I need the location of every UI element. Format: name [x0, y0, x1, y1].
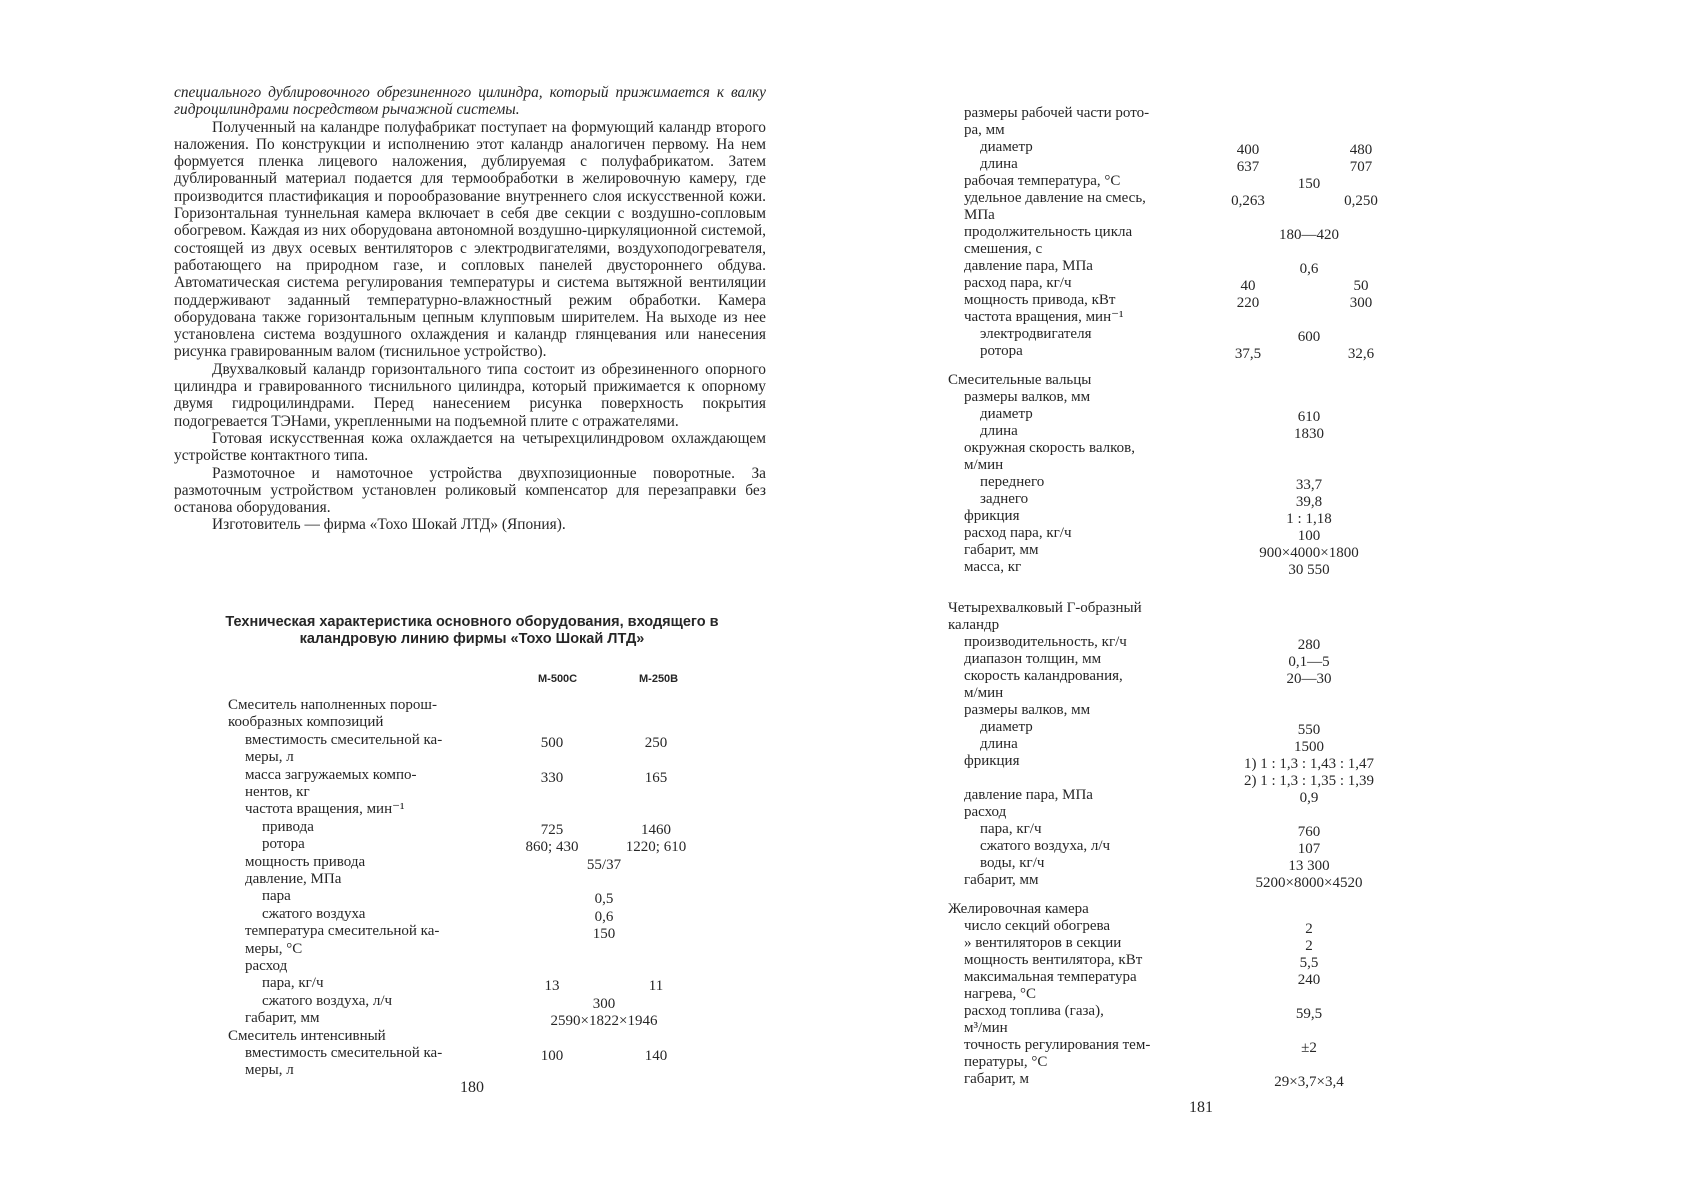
paragraph: Полученный на каландре полуфабрикат поступает на формующий каландр второго наложения. По конструкции и исполнению этот каландр аналогичен первому. На нем формуется пленка лицевого наложения, дублируемая с полуфабрикатом. Затем дублированный материал подается для термообработки в желировочную камеру, где производится пластификация и порообразование внутреннего слоя искусственной кожи. Горизонтальная туннельная камера включает в себя две секции с воздушно-сопловым обогревом. Каждая из них оборудована автономной воздушно-циркуляционной системой, состоящей из двух осевых вентиляторов с электродвигателями, воздухоподогревателя, работающего на природном газе, и сопловых панелей двустороннего обдува. Автоматическая система регулирования температуры и система вытяжной вентиляции поддерживают заданный температурно-влажностный режим обработки. Камера оборудована также горизонтальным цепным клупповым ширителем. На выходе из нее установлена система воздушного охлаждения и каландр глянцевания или нанесения рисунка гравированным валом (тиснильное устройство). [174, 118, 766, 361]
value-center: 59,5 [1295, 1006, 1323, 1022]
row-label: кообразных композиций [228, 714, 384, 731]
row-label: Смеситель наполненных порош- [228, 697, 437, 713]
value-center: 300 [592, 995, 616, 1012]
row-label: мощность вентилятора, кВт [964, 952, 1143, 968]
row-label: ротора [980, 343, 1023, 359]
row-label: пара, кг/ч [980, 821, 1042, 837]
row-label: меры, °С [245, 940, 303, 957]
value-center: 0,5 [594, 891, 614, 908]
value-center: 5200×8000×4520 [1255, 875, 1363, 891]
row-label: Четырехвалковый Г-образный [948, 600, 1142, 616]
row-label: частота вращения, мин⁻¹ [964, 309, 1124, 325]
value-center: 0,1—5 [1288, 654, 1330, 670]
value-col1: 0,263 [1231, 193, 1265, 209]
row-label: длина [980, 423, 1018, 439]
row-label: м³/мин [964, 1020, 1008, 1036]
row-label: продолжительность цикла [964, 224, 1133, 240]
row-label: расход пара, кг/ч [964, 275, 1072, 291]
row-label: Желировочная камера [948, 901, 1089, 917]
row-label: привода [262, 818, 314, 835]
row-label: м/мин [964, 457, 1004, 473]
row-label: сжатого воздуха, л/ч [262, 992, 393, 1009]
value-center: 30 550 [1288, 562, 1330, 578]
row-label: размеры рабочей части рото- [964, 105, 1150, 121]
row-label: диаметр [980, 719, 1033, 735]
value-col2: 0,250 [1344, 193, 1378, 209]
value-center: 39,8 [1295, 494, 1323, 510]
value-center: 1) 1 : 1,3 : 1,43 : 1,47 [1244, 756, 1374, 772]
value-center: 2) 1 : 1,3 : 1,35 : 1,39 [1244, 773, 1374, 789]
value-center: 150 [1297, 176, 1321, 192]
row-label: масса, кг [964, 559, 1022, 575]
row-label: воды, кг/ч [980, 855, 1045, 871]
row-label: сжатого воздуха [262, 905, 366, 922]
row-label: рабочая температура, °С [964, 173, 1121, 189]
column-header-m250b: М-250В [639, 673, 679, 685]
value-col2: 1220; 610 [625, 839, 687, 856]
row-label: длина [980, 156, 1018, 172]
value-center: 900×4000×1800 [1259, 545, 1359, 561]
value-center: ±2 [1301, 1040, 1317, 1056]
value-col1: 500 [540, 734, 564, 751]
row-label: максимальная температура [964, 969, 1137, 985]
row-label: Смеситель интенсивный [228, 1027, 386, 1044]
value-center: 2 [1305, 921, 1313, 937]
row-label: меры, л [245, 749, 294, 766]
row-label: диаметр [980, 139, 1033, 155]
value-center: 600 [1297, 329, 1321, 345]
value-center: 1830 [1294, 426, 1324, 442]
row-label: размеры валков, мм [964, 389, 1091, 405]
row-label: каландр [948, 617, 1000, 633]
value-col1: 220 [1236, 295, 1260, 311]
row-label: сжатого воздуха, л/ч [980, 838, 1111, 854]
row-label: смешения, с [964, 241, 1043, 257]
value-center: 0,6 [594, 908, 614, 925]
row-label: габарит, м [964, 1071, 1030, 1087]
value-center: 2 [1305, 938, 1313, 954]
value-col1: 860; 430 [525, 839, 579, 856]
body-text [174, 84, 766, 534]
row-label: пара, кг/ч [262, 975, 324, 992]
row-label: расход топлива (газа), [964, 1003, 1104, 1019]
value-center: 0,9 [1299, 790, 1319, 806]
value-col1: 13 [544, 978, 560, 995]
row-label: габарит, мм [964, 872, 1039, 888]
paragraph: Готовая искусственная кожа охлаждается на четырехцилиндровом охлаждающем устройстве контактного типа. [174, 429, 766, 465]
paragraph: специального дублировочного обрезиненного цилиндра, который прижимается к валку гидроцилиндрами посредством рычажной системы. [174, 84, 766, 119]
value-center: 100 [1297, 528, 1321, 544]
row-label: МПа [964, 207, 995, 223]
row-label: переднего [980, 474, 1045, 490]
row-label: нентов, кг [245, 784, 310, 800]
row-label: вместимость смесительной ка- [245, 731, 443, 748]
value-center: 150 [592, 926, 616, 943]
paragraph: Изготовитель — фирма «Тохо Шокай ЛТД» (Япония). [212, 516, 566, 534]
row-label: расход [245, 958, 288, 974]
row-label: ротора [262, 836, 305, 853]
row-label: производительность, кг/ч [964, 634, 1127, 650]
row-label: » вентиляторов в секции [964, 935, 1122, 951]
value-center: 180—420 [1279, 227, 1339, 243]
column-header-m500c: М-500С [538, 673, 578, 685]
page-number: 180 [460, 1079, 484, 1096]
right-page [842, 0, 1684, 1191]
value-col2: 300 [1349, 295, 1373, 311]
value-center: 33,7 [1295, 477, 1323, 493]
value-center: 2590×1822×1946 [550, 1013, 658, 1030]
row-label: давление пара, МПа [964, 787, 1093, 803]
row-label: окружная скорость валков, [964, 440, 1135, 456]
value-center: 240 [1297, 972, 1321, 988]
value-col1: 40 [1240, 278, 1256, 294]
value-center: 550 [1297, 722, 1321, 738]
row-label: вместимость смесительной ка- [245, 1045, 443, 1061]
value-col2: 11 [648, 978, 664, 995]
value-center: 20—30 [1286, 671, 1332, 687]
value-col2: 165 [644, 769, 668, 786]
row-label: частота вращения, мин⁻¹ [245, 801, 405, 818]
row-label: габарит, мм [964, 542, 1039, 558]
row-label: диапазон толщин, мм [964, 651, 1102, 667]
value-center: 13 300 [1288, 858, 1330, 874]
value-center: 280 [1297, 637, 1321, 653]
row-label: мощность привода [245, 853, 366, 870]
row-label: пературы, °С [964, 1054, 1048, 1070]
value-center: 760 [1297, 824, 1321, 840]
value-center: 610 [1297, 409, 1321, 425]
value-col2: 1460 [641, 821, 671, 838]
paragraph: Размоточное и намоточное устройства двухпозиционные поворотные. За размоточным устройством установлен роликовый компенсатор для перезаправки без останова оборудования. [174, 464, 766, 517]
row-label: габарит, мм [245, 1010, 320, 1027]
row-label: давление, МПа [245, 871, 342, 887]
value-center: 1 : 1,18 [1286, 511, 1332, 527]
row-label: расход пара, кг/ч [964, 525, 1072, 541]
row-label: нагрева, °С [964, 986, 1037, 1002]
row-label: длина [980, 736, 1018, 752]
row-label: заднего [980, 491, 1029, 507]
row-label: скорость каландрования, [964, 668, 1123, 684]
value-center: 107 [1297, 841, 1321, 857]
row-label: число секций обогрева [964, 918, 1111, 934]
row-label: давление пара, МПа [964, 258, 1093, 274]
row-label: температура смесительной ка- [245, 923, 440, 940]
row-label: точность регулирования тем- [964, 1037, 1151, 1053]
value-col1: 637 [1236, 159, 1260, 175]
row-label: Смесительные вальцы [948, 372, 1092, 388]
value-col2: 250 [644, 734, 668, 751]
value-col1: 725 [540, 821, 564, 838]
row-label: масса загружаемых компо- [245, 766, 417, 783]
value-col2: 480 [1349, 142, 1373, 158]
value-col1: 100 [540, 1048, 564, 1064]
value-center: 55/37 [586, 856, 622, 873]
row-label: пара [262, 888, 291, 905]
page-number: 181 [1189, 1099, 1213, 1116]
table-heading: Техническая характеристика основного оборудования, входящего в каландровую линию фирмы «Тохо Шокай ЛТД» [225, 614, 719, 647]
row-label: фрикция [964, 753, 1020, 769]
row-label: мощность привода, кВт [964, 292, 1116, 308]
row-label: фрикция [964, 508, 1020, 524]
value-col1: 400 [1236, 142, 1260, 158]
value-col2: 32,6 [1347, 346, 1375, 362]
value-col1: 37,5 [1234, 346, 1262, 362]
row-label: м/мин [964, 685, 1004, 701]
row-label: электродвигателя [980, 326, 1092, 342]
row-label: диаметр [980, 406, 1033, 422]
row-label: размеры валков, мм [964, 702, 1091, 718]
row-label: меры, л [245, 1062, 294, 1079]
row-label: расход [964, 804, 1007, 820]
paragraph: Двухвалковый каландр горизонтального типа состоит из обрезиненного опорного цилиндра и гравированного тиснильного цилиндра, который прижимается к опорному двумя гидроцилиндрами. Перед нанесением рисунка поверхность покрытия подогревается ТЭНами, укрепленными на подъемной плите с отражателями. [174, 360, 766, 430]
value-col2: 50 [1353, 278, 1369, 294]
value-center: 29×3,7×3,4 [1274, 1074, 1344, 1090]
value-center: 0,6 [1299, 261, 1319, 277]
value-center: 1500 [1294, 739, 1324, 755]
row-label: ра, мм [964, 122, 1005, 138]
value-col1: 330 [540, 769, 564, 786]
row-label: удельное давление на смесь, [964, 190, 1146, 206]
value-center: 5,5 [1299, 955, 1319, 971]
value-col2: 707 [1349, 159, 1373, 175]
value-col2: 140 [644, 1048, 668, 1064]
